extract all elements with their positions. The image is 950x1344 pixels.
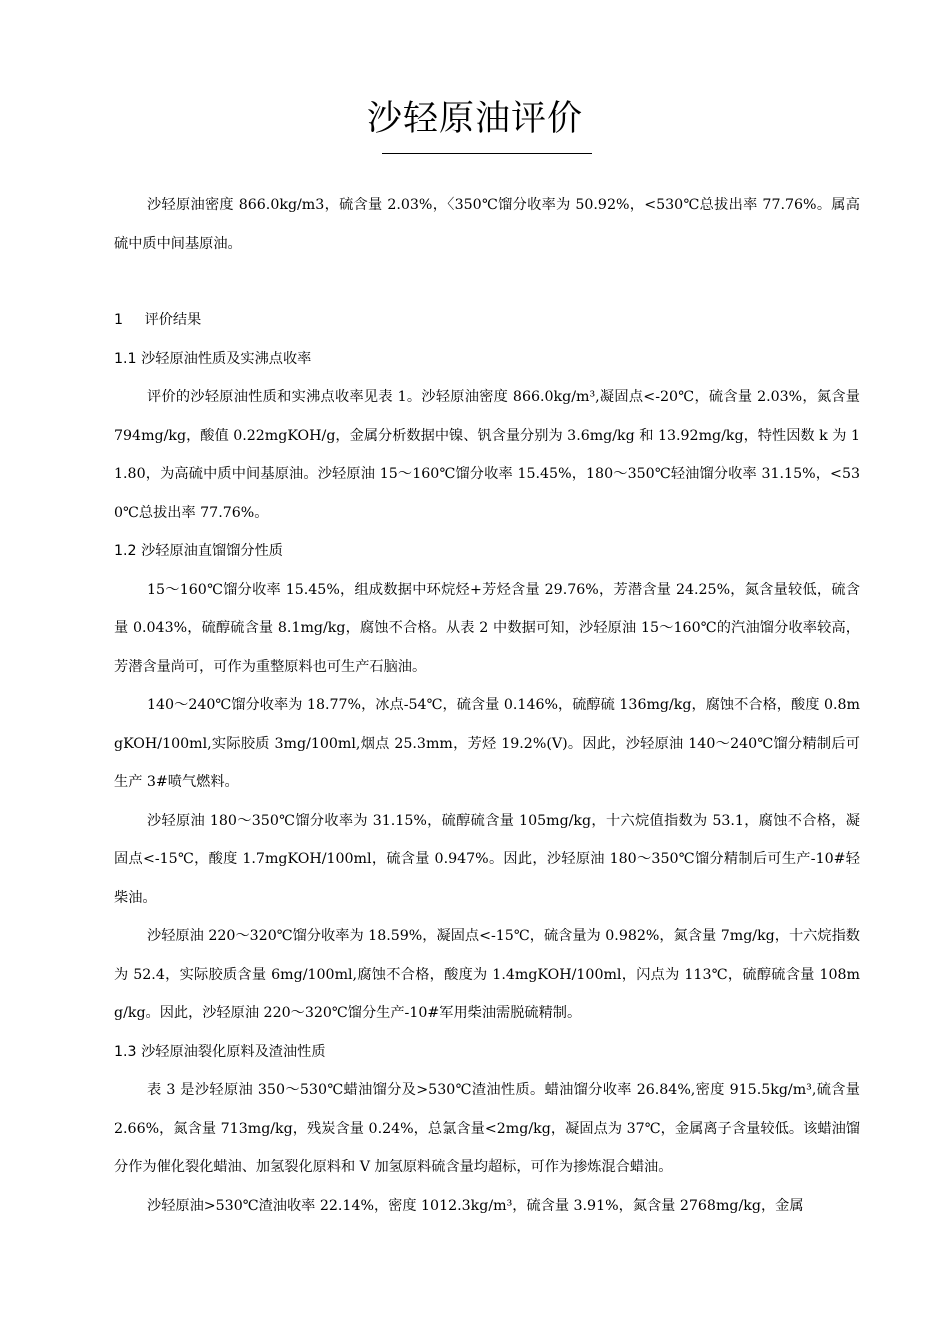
document-title: 沙轻原油评价 <box>366 99 583 139</box>
subsection-heading-1-1: 1.1 沙轻原油性质及实沸点收率 <box>114 350 312 367</box>
subsection-heading-1-3: 1.3 沙轻原油裂化原料及渣油性质 <box>114 1043 326 1060</box>
paragraph-1-3-a: 表 3 是沙轻原油 350～530℃蜡油馏分及>530℃渣油性质。蜡油馏分收率 26.84%,密度 915.5kg/m³,硫含量 2.66%，氮含量 713mg/kg，残炭含量 0.24%，总氯含量<2mg/kg，凝固点为 37℃，金属离子含量较低。该蜡油馏分作为催化裂化蜡油、加氢裂化原料和 V 加氢原料硫含量均超标，可作为掺炼混合蜡油。 <box>114 1082 860 1175</box>
title-underline <box>382 153 592 154</box>
intro-paragraph: 沙轻原油密度 866.0kg/m3，硫含量 2.03%，〈350℃馏分收率为 50.92%，<530℃总拔出率 77.76%。属高硫中质中间基原油。 <box>114 197 860 252</box>
section-title: 评价结果 <box>144 312 202 328</box>
paragraph-1-2-a: 15～160℃馏分收率 15.45%，组成数据中环烷烃+芳烃含量 29.76%，芳潜含量 24.25%，氮含量较低，硫含量 0.043%，硫醇硫含量 8.1mg/kg，腐蚀不合格。从表 2 中数据可知，沙轻原油 15～160℃的汽油馏分收率较高，芳潜含量尚可，可作为重整原料也可生产石脑油。 <box>114 581 860 675</box>
paragraph-1-2-b: 140～240℃馏分收率为 18.77%，冰点-54℃，硫含量 0.146%，硫醇硫 136mg/kg，腐蚀不合格，酸度 0.8mgKOH/100ml,实际胶质 3mg/100ml,烟点 25.3mm，芳烃 19.2%(V)。因此，沙轻原油 140～240℃馏分精制后可生产 3#喷气燃料。 <box>114 697 860 790</box>
paragraph-1-2-c: 沙轻原油 180～350℃馏分收率为 31.15%，硫醇硫含量 105mg/kg，十六烷值指数为 53.1，腐蚀不合格，凝固点<-15℃，酸度 1.7mgKOH/100ml，硫含量 0.947%。因此，沙轻原油 180～350℃馏分精制后可生产-10#轻柴油。 <box>114 812 860 906</box>
document-body <box>114 186 860 1225</box>
paragraph-1-3-b: 沙轻原油>530℃渣油收率 22.14%，密度 1012.3kg/m³，硫含量 3.91%，氮含量 2768mg/kg，金属 <box>147 1197 804 1214</box>
paragraph-1-1-a: 评价的沙轻原油性质和实沸点收率见表 1。沙轻原油密度 866.0kg/m³,凝固点<-20℃，硫含量 2.03%，氮含量 794mg/kg，酸值 0.22mgKOH/g，金属分析数据中镍、钒含量分别为 3.6mg/kg 和 13.92mg/kg，特性因数 k 为 11.80，为高硫中质中间基原油。沙轻原油 15～160℃馏分收率 15.45%，180～350℃轻油馏分收率 31.15%，<530℃总拔出率 77.76%。 <box>114 389 860 521</box>
paragraph-1-2-d: 沙轻原油 220～320℃馏分收率为 18.59%，凝固点<-15℃，硫含量为 0.982%，氮含量 7mg/kg，十六烷指数为 52.4，实际胶质含量 6mg/100ml,腐蚀不合格，酸度为 1.4mgKOH/100ml，闪点为 113℃，硫醇硫含量 108mg/kg。因此，沙轻原油 220～320℃馏分生产-10#军用柴油需脱硫精制。 <box>114 928 860 1021</box>
section-number: 1 <box>114 312 124 328</box>
section-heading-1 <box>114 301 860 340</box>
subsection-heading-1-2: 1.2 沙轻原油直馏馏分性质 <box>114 543 283 559</box>
